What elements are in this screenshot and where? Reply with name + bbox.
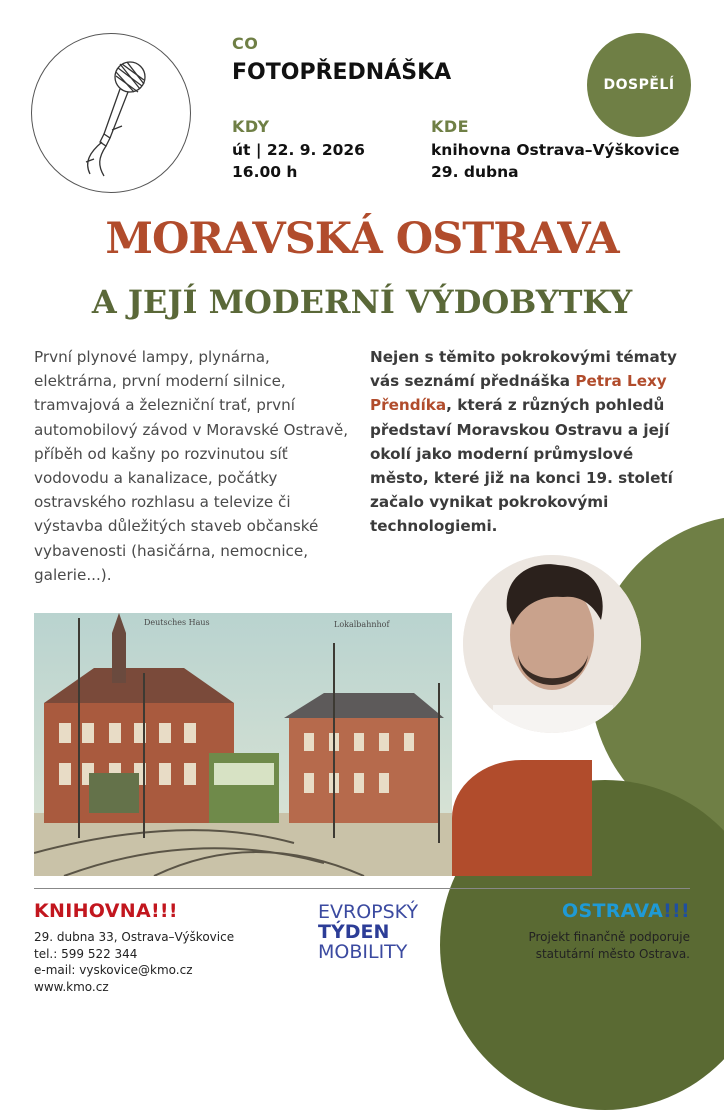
event-time: 16.00 h [232,163,298,181]
description-left-text: První plynové lampy, plynárna, elektrárna, první moderní silnice, tramvajová a železniční trať, první automobilový závod v Moravské Ostravě, příběh od kašny po rozvinutou síť vodovodu a kanalizace, počátky ostravského rozhlasu a televize či výstavba důležitých staveb občanské vybavenosti (hasičárna, nemocnice, galerie...). [34,348,349,584]
library-phone: tel.: 599 522 344 [34,946,138,961]
microphone-illustration [31,33,191,193]
postcard-caption-right: Lokalbahnhof [334,620,390,629]
event-place: knihovna Ostrava–Výškovice [431,141,680,159]
where-label: KDE [431,117,470,136]
project-line1: Projekt finančně podporuje [528,930,690,944]
what-label: CO [232,34,259,53]
audience-badge: DOSPĚLÍ [587,33,691,137]
description-right [370,345,690,539]
library-contact [34,929,234,995]
speaker-name: Petra Lexy Přendíka [370,372,667,415]
historic-postcard-image [34,613,452,876]
library-logo: KNIHOVNA!!! [34,900,178,922]
ostrava-logo-text: OSTRAVA [562,900,664,922]
when-label: KDY [232,117,270,136]
speaker-portrait [463,555,641,733]
microphone-icon [32,34,190,192]
etm-line2: TÝDEN [318,921,390,943]
event-date: út | 22. 9. 2026 [232,141,365,159]
event-street: 29. dubna [431,163,519,181]
main-title: MORAVSKÁ OSTRAVA [105,214,619,264]
description-rest: , která z různých pohledů představí Moravskou Ostravu a její okolí jako moderní průmyslové město, které již na konci 19. století začalo vynikat pokrokovými technologiemi. [370,396,673,536]
ostrava-logo [562,900,690,922]
library-email[interactable]: e-mail: vyskovice@kmo.cz [34,963,193,977]
project-line2: statutární město Ostrava. [535,946,690,961]
project-support-note [470,929,690,962]
decor-rust-shape [452,760,592,876]
etm-line1: EVROPSKÝ [318,901,419,923]
library-address: 29. dubna 33, Ostrava–Výškovice [34,930,235,944]
postcard-caption-left: Deutsches Haus [144,618,210,627]
european-mobility-week-logo [318,902,418,962]
library-web[interactable]: www.kmo.cz [34,979,109,994]
subtitle: A JEJÍ MODERNÍ VÝDOBYTKY [91,283,633,321]
description-right-text [370,345,690,539]
description-left [34,345,352,587]
ostrava-logo-marks: !!! [663,900,690,922]
footer-divider [34,888,690,889]
etm-line3: MOBILITY [318,941,408,963]
description-intro: Nejen s těmito pokrokovými tématy vás seznámí přednáška [370,348,677,391]
event-type: FOTOPŘEDNÁŠKA [232,60,452,85]
